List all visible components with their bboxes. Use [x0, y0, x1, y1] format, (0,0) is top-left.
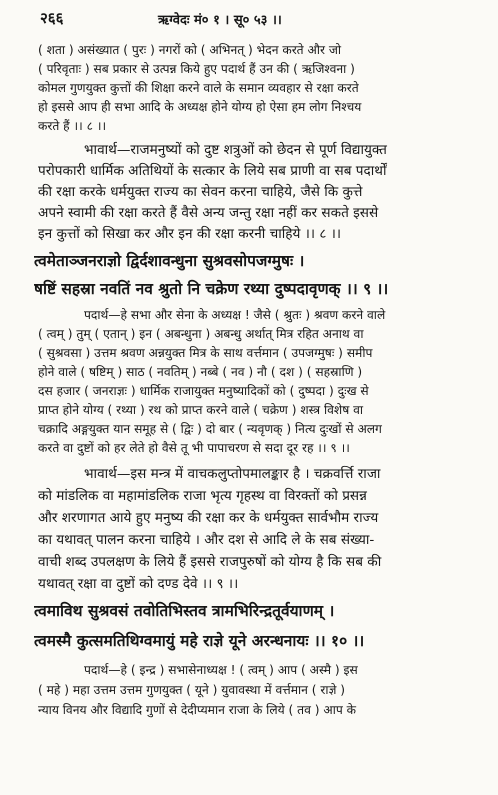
text-line: वाची शब्द उपलक्षण के लिये हैं इससे राजपुरुषों को योग्य है कि सब की — [38, 554, 382, 570]
text-line: करते वा दुष्टों को हर लेते हो वैसे तू भी पापाचरण से सदा दूर रह ।। ९ ।। — [38, 441, 350, 455]
text-line: प्राप्त होने योग्य ( रथ्या ) रथ को प्राप्त करने वाले ( चक्रेण ) शस्त्र विशेष वा — [38, 403, 364, 417]
text-line: का यथावत् पालन करना चाहिये । और दश से आदि ले के सब संख्या- — [38, 532, 375, 548]
text-line: न्याय विनय और विद्यादि गुणों से देदीप्यमान राजा के लिये ( तव ) आप के — [38, 703, 357, 717]
text-line: हो इससे आप ही सभा आदि के अध्यक्ष होने योग्य हो ऐसा हम लोग निश्चय — [38, 100, 362, 114]
text-line: ( त्वम् ) तुम् ( एतान् ) इन ( अबन्धुना ) अबन्धु अर्थात् मित्र रहित अनाथ वा — [38, 327, 364, 341]
text-line: चक्रादि अङ्गयुक्त यान समूह से ( द्विः ) दो बार ( न्यवृणक् ) नित्य दुःखों से अलग — [38, 422, 382, 436]
text-line: ( शता ) असंख्यात ( पुरः ) नगरों को ( अभिनत् ) भेदन करते और जो — [38, 43, 342, 57]
text-line: होने वाले ( षष्टिम् ) साठ ( नवतिम् ) नब्बे ( नव ) नौ ( दश ) ( सहस्राणि ) — [38, 365, 363, 379]
page-header — [40, 8, 480, 30]
text-line: पदार्थ—हे सभा और सेना के अध्यक्ष ! जैसे ( श्रुतः ) श्रवण करने वाले — [84, 308, 386, 322]
text-line: ( परिवृताः ) सब प्रकार से उत्पन्न किये हुए पदार्थ हैं उन की ( ऋजिश्वना ) — [38, 62, 355, 76]
text-line: कोमल गुणयुक्त कुत्तों की शिक्षा करने वाले के समान व्यवहार से रक्षा करते — [38, 81, 359, 95]
text-line: भावार्थ—राजमनुष्यों को दुष्ट शत्रुओं को छेदन से पूर्ण विद्यायुक्त — [84, 142, 387, 158]
text-line: ( महे ) महा उत्तम उत्तम गुणयुक्त ( यूने ) युवावस्था में वर्त्तमान ( राज्ञे ) — [38, 683, 346, 697]
text-line: और शरणागत आये हुए मनुष्य की रक्षा कर के धर्मयुक्त सार्वभौम राज्य — [38, 510, 379, 526]
text-line: करते हैं ।। ८ ।। — [38, 119, 107, 133]
page-number: २६६ — [40, 9, 64, 27]
mantra-line: त्वमस्मै कुत्समतिथिग्वमायुं महे राज्ञे यूने अरन्धनायः ।। १० ।। — [34, 632, 365, 650]
text-line: अपने स्वामी की रक्षा करते हैं वैसे अन्य जन्तु रक्षा नहीं कर सकते इससे — [38, 205, 379, 221]
running-title: ऋग्वेदः मं० १ । सू० ५३ ।। — [158, 13, 282, 28]
text-line: को मांडलिक वा महामांडलिक राजा भृत्य गृहस्थ वा विरक्तों को प्रसन्न — [38, 488, 367, 504]
text-line: दस हजार ( जनराज्ञः ) धार्मिक राजायुक्त मनुष्यादिकों को ( दुष्पदा ) दुःख से — [38, 384, 369, 398]
text-line: यथावत् रक्षा वा दुष्टों को दण्ड देवे ।। ९ ।। — [38, 576, 239, 592]
mantra-line: त्वमाविथ सुश्रवसं तवोतिभिस्तव त्रामभिरिन्द्रतूर्वयाणम् । — [34, 602, 335, 620]
text-line: की रक्षा करके धर्मयुक्त राज्य का सेवन करना चाहिये, जैसे कि कुत्ते — [38, 184, 363, 200]
text-line: पदार्थ—हे ( इन्द्र ) सभासेनाध्यक्ष ! ( त्वम् ) आप ( अस्मै ) इस — [84, 663, 358, 677]
text-line: ( सुश्रवसा ) उत्तम श्रवण अन्नयुक्त मित्र के साथ वर्त्तमान ( उपजग्मुषः ) समीप — [38, 346, 373, 360]
text-line: इन कुत्तों को सिखा कर और इन की रक्षा करनी चाहिये ।। ८ ।। — [38, 226, 342, 242]
text-line: भावार्थ—इस मन्त्र में वाचकलुप्तोपमालङ्कार है । चक्रवर्त्ति राजा — [84, 466, 381, 482]
mantra-line: षष्टिं सहस्रा नवतिं नव श्रुतो नि चक्रेण रथ्या दुष्पदावृणक् ।। ९ ।। — [34, 280, 389, 298]
mantra-line: त्वमेताञ्जनराज्ञो द्विर्दशावन्धुना सुश्रवसोपजग्मुषः । — [34, 252, 305, 270]
text-line: परोपकारी धार्मिक अतिथियों के सत्कार के लिये सब प्राणी वा सब पदार्थों — [38, 163, 387, 179]
